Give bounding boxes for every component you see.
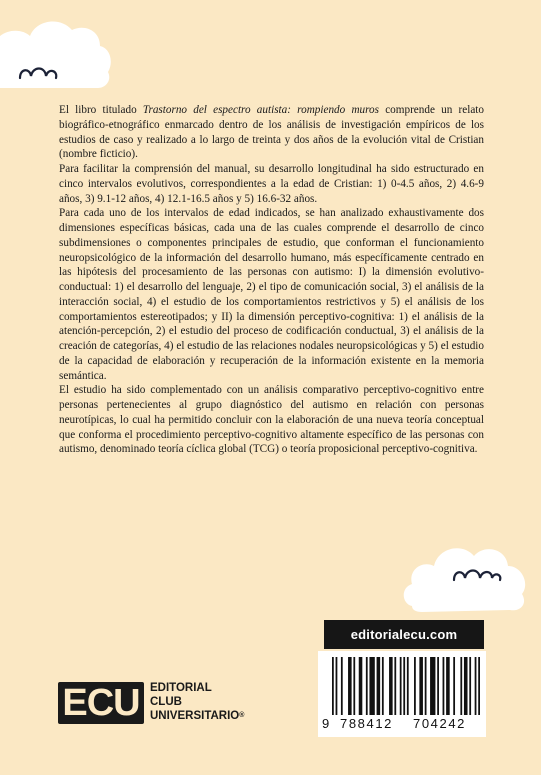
barcode-bar [430,657,435,715]
barcode-bar [359,657,363,715]
barcode-bar [332,657,334,715]
barcode-bar [460,657,462,715]
barcode-bar [369,657,374,715]
publisher-name-line-3 [150,709,244,723]
barcode-bar [348,657,352,715]
ecu-logo-mark: ECU [58,682,144,724]
barcode-bar [425,657,427,715]
blurb-paragraph-3: Para cada uno de los intervalos de edad indicados, se han analizado exhaustivamente dos dimensiones específicas básicas, cada una de las cuales comprende el desarrollo de cinco subdimensiones o componentes principales de estudio, que conforman el funcionamiento neuropsicológico de la información del desarrollo humano, más específicamente centrado en las hipótesis del procesamiento de las personas con autismo: I) la dimensión evolutivo-conductual: 1) el desarrollo del lenguaje, 2) el tipo de comunicación social, 3) el análisis de la interacción social, 4) el estudio de los comportamientos restrictivos y 5) el análisis de los comportamientos estereotipados; y II) la dimensión perceptivo-cognitiva: 1) el análisis de la atención-percepción, 2) el estudio del proceso de codificación conductual, 3) el análisis de la creación de categorías, 4) el estudio de las relaciones nodales neuropsicológicas y 5) el estudio de la capacidad de elaboración y recuperación de la información existente en la memoria semántica. [59,207,484,382]
barcode-bars [332,657,480,715]
blurb-text: comprende un relato biográfico-etnográfico enmarcado dentro de los análisis de investigación empíricos de los estudios de caso y realizado a lo largo de treinta y dos años de la evolución vital de Cristian (nombre ficticio). [59,104,484,161]
barcode-bar [414,657,416,715]
barcode-digits-left: 788412 [340,716,393,731]
cloud-icon [402,540,528,612]
back-cover-blurb [59,103,484,457]
barcode-bar [366,657,368,715]
barcode-bar [353,657,355,715]
barcode-bar [453,657,455,715]
publisher-logo [58,682,268,727]
barcode-bar [446,657,450,715]
barcode-bar [336,657,338,715]
barcode-digits-right: 704242 [413,716,466,731]
barcode-bar [437,657,439,715]
publisher-name [150,682,244,723]
barcode-bar [469,657,471,715]
barcode-digits [318,714,486,732]
isbn-barcode [318,651,486,737]
barcode-bar [341,657,343,715]
registered-mark: ® [239,712,245,719]
publisher-name-line-2: CLUB [150,695,182,708]
book-title: Trastorno del espectro autista: rompiendo muros [142,104,380,116]
barcode-bar [377,657,381,715]
barcode-bar [475,657,477,715]
blurb-paragraph-1 [59,103,484,162]
barcode-bar [443,657,445,715]
barcode-bar [382,657,384,715]
blurb-paragraph-2: Para facilitar la comprensión del manual, su desarrollo longitudinal ha sido estructurado en cinco intervalos evolutivos, correspondientes a la edad de Cristian: 1) 0-4.5 años, 2) 4.6-9 años, 3) 9.1-12 años, 4) 12.1-16.5 años y 5) 16.6-32 años. [59,163,484,205]
website-banner: editorialecu.com [324,620,484,649]
barcode-bar [407,657,409,715]
barcode-bar [464,657,468,715]
barcode-bar [389,657,393,715]
publisher-name-line-1: EDITORIAL [150,682,212,694]
barcode-digit-first: 9 [322,716,331,731]
barcode-bar [394,657,396,715]
barcode-bar [403,657,405,715]
barcode-bar [419,657,423,715]
blurb-text: El libro titulado [59,104,143,116]
barcode-bar [478,657,480,715]
barcode-bar [400,657,402,715]
cloud-icon [0,18,112,88]
publisher-name-text: UNIVERSITARIO [150,709,240,722]
blurb-paragraph-4: El estudio ha sido complementado con un análisis comparativo perceptivo-cognitivo entre personas pertenecientes al grupo diagnóstico del autismo en relación con personas neurotípicas, lo cual ha permitido concluir con la elaboración de una nueva teoría conceptual que conforma el procedimiento perceptivo-cognitivo altamente específico de las personas con autismo, denominado teoría cíclica global (TCG) o teoría proposicional perceptivo-cognitiva. [59,384,484,456]
